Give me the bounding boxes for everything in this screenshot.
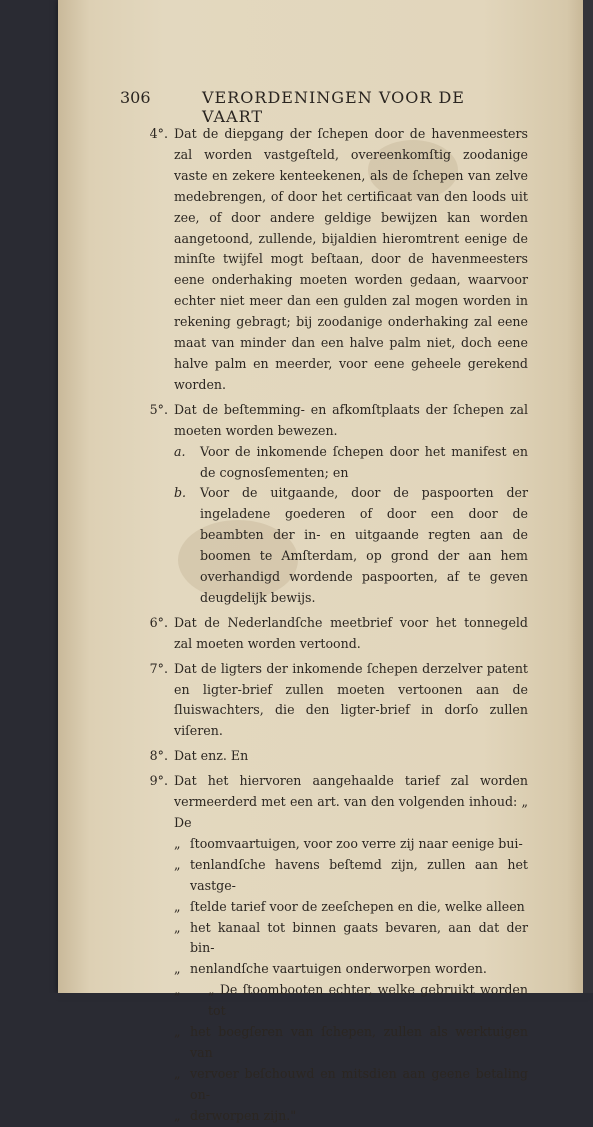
article-item bbox=[128, 746, 528, 767]
item-number: 6°. bbox=[149, 614, 168, 630]
item-number: 4°. bbox=[149, 126, 168, 141]
quote-line: „ het kanaal tot binnen gaats bevaren, aan dat der bin- bbox=[174, 919, 528, 956]
article-item bbox=[128, 659, 528, 743]
quoted-article bbox=[174, 834, 528, 1127]
sub-item-text: Voor de inkomende ſchepen door het manifest en de cognosſementen; en bbox=[200, 443, 528, 480]
quote-line: „ ſtoomvaartuigen, voor zoo verre zij naar eenige bui- bbox=[174, 835, 523, 851]
quote-line: „ „ De ſtoombooten echter, welke gebruikt worden tot bbox=[174, 982, 528, 1019]
article-item bbox=[128, 400, 528, 609]
item-number: 5°. bbox=[149, 401, 168, 417]
sub-item bbox=[174, 442, 528, 484]
item-text: Dat de beſtemming- en afkomſtplaats der ſchepen zal moeten worden bewezen. bbox=[174, 401, 528, 438]
article-item bbox=[128, 613, 528, 655]
item-number: 9°. bbox=[149, 773, 168, 789]
item-text: Dat enz. En bbox=[174, 748, 249, 764]
quote-line: „ vervoer beſchouwd en mitsdien aan geene betaling on- bbox=[174, 1065, 528, 1102]
running-head: VERORDENINGEN VOOR DE VAART bbox=[202, 88, 465, 126]
page-number: 306 bbox=[120, 88, 151, 107]
article-item bbox=[128, 124, 528, 396]
quote-line: „ derworpen zijn." bbox=[174, 1107, 297, 1123]
sub-item-text: Voor de uitgaande, door de paspoorten der ingeladene goederen of door een door de beambten der in- en uitgaande regten aan de boomen te Amſterdam, op grond der aan hem overhandigd wordende paspoorten, af te geven deugdelijk bewijs. bbox=[200, 485, 528, 605]
quote-line: „ het boegſeren van ſchepen, zullen als werktuigen van bbox=[174, 1024, 528, 1060]
item-text: Dat het hiervoren aangehaalde tarief zal worden vermeerderd met een art. van den volgenden inhoud: „ De bbox=[174, 773, 528, 830]
quote-line: „ nenlandſche vaartuigen onderworpen worden. bbox=[174, 961, 487, 977]
sub-item-letter: b. bbox=[174, 485, 187, 501]
sub-item bbox=[174, 483, 528, 608]
background-edge bbox=[583, 0, 593, 1000]
page-body bbox=[128, 124, 528, 1127]
item-text: Dat de ligters der inkomende ſchepen derzelver patent en ligter-brief zullen moeten vertoonen aan de ſluiswachters, die den ligter-brief in dorſo zullen viſeren. bbox=[174, 660, 528, 739]
article-item bbox=[128, 771, 528, 1126]
item-number: 7°. bbox=[149, 660, 168, 676]
item-text: Dat de diepgang der ſchepen door de havenmeesters zal worden vastgeſteld, overeenkomſtig zoodanige vaste en zekere kenteekenen, als de ſchepen van zelve medebrengen, of door het certificaat van den loods uit zee, of door andere geldige bewijzen kan worden aangetoond, zullende, bijaldien hieromtrent eenige de minſte twijfel mogt beſtaan, door de havenmeesters eene onderhaking moeten worden gedaan, waarvoor echter niet meer dan een gulden zal mogen worden in rekening gebragt; bij zoodanige onderhaking zal eene maat van minder dan een halve palm niet, doch eene halve palm en meerder, voor eene geheele gerekend worden. bbox=[174, 126, 528, 392]
item-number: 8°. bbox=[149, 748, 168, 764]
quote-line: „ ſtelde tarief voor de zeeſchepen en die, welke alleen bbox=[174, 898, 525, 914]
sub-item-letter: a. bbox=[174, 443, 186, 459]
item-text: Dat de Nederlandſche meetbrief voor het tonnegeld zal moeten worden vertoond. bbox=[174, 614, 528, 651]
quote-line: „ tenlandſche havens beſtemd zijn, zullen aan het vastge- bbox=[174, 856, 528, 893]
